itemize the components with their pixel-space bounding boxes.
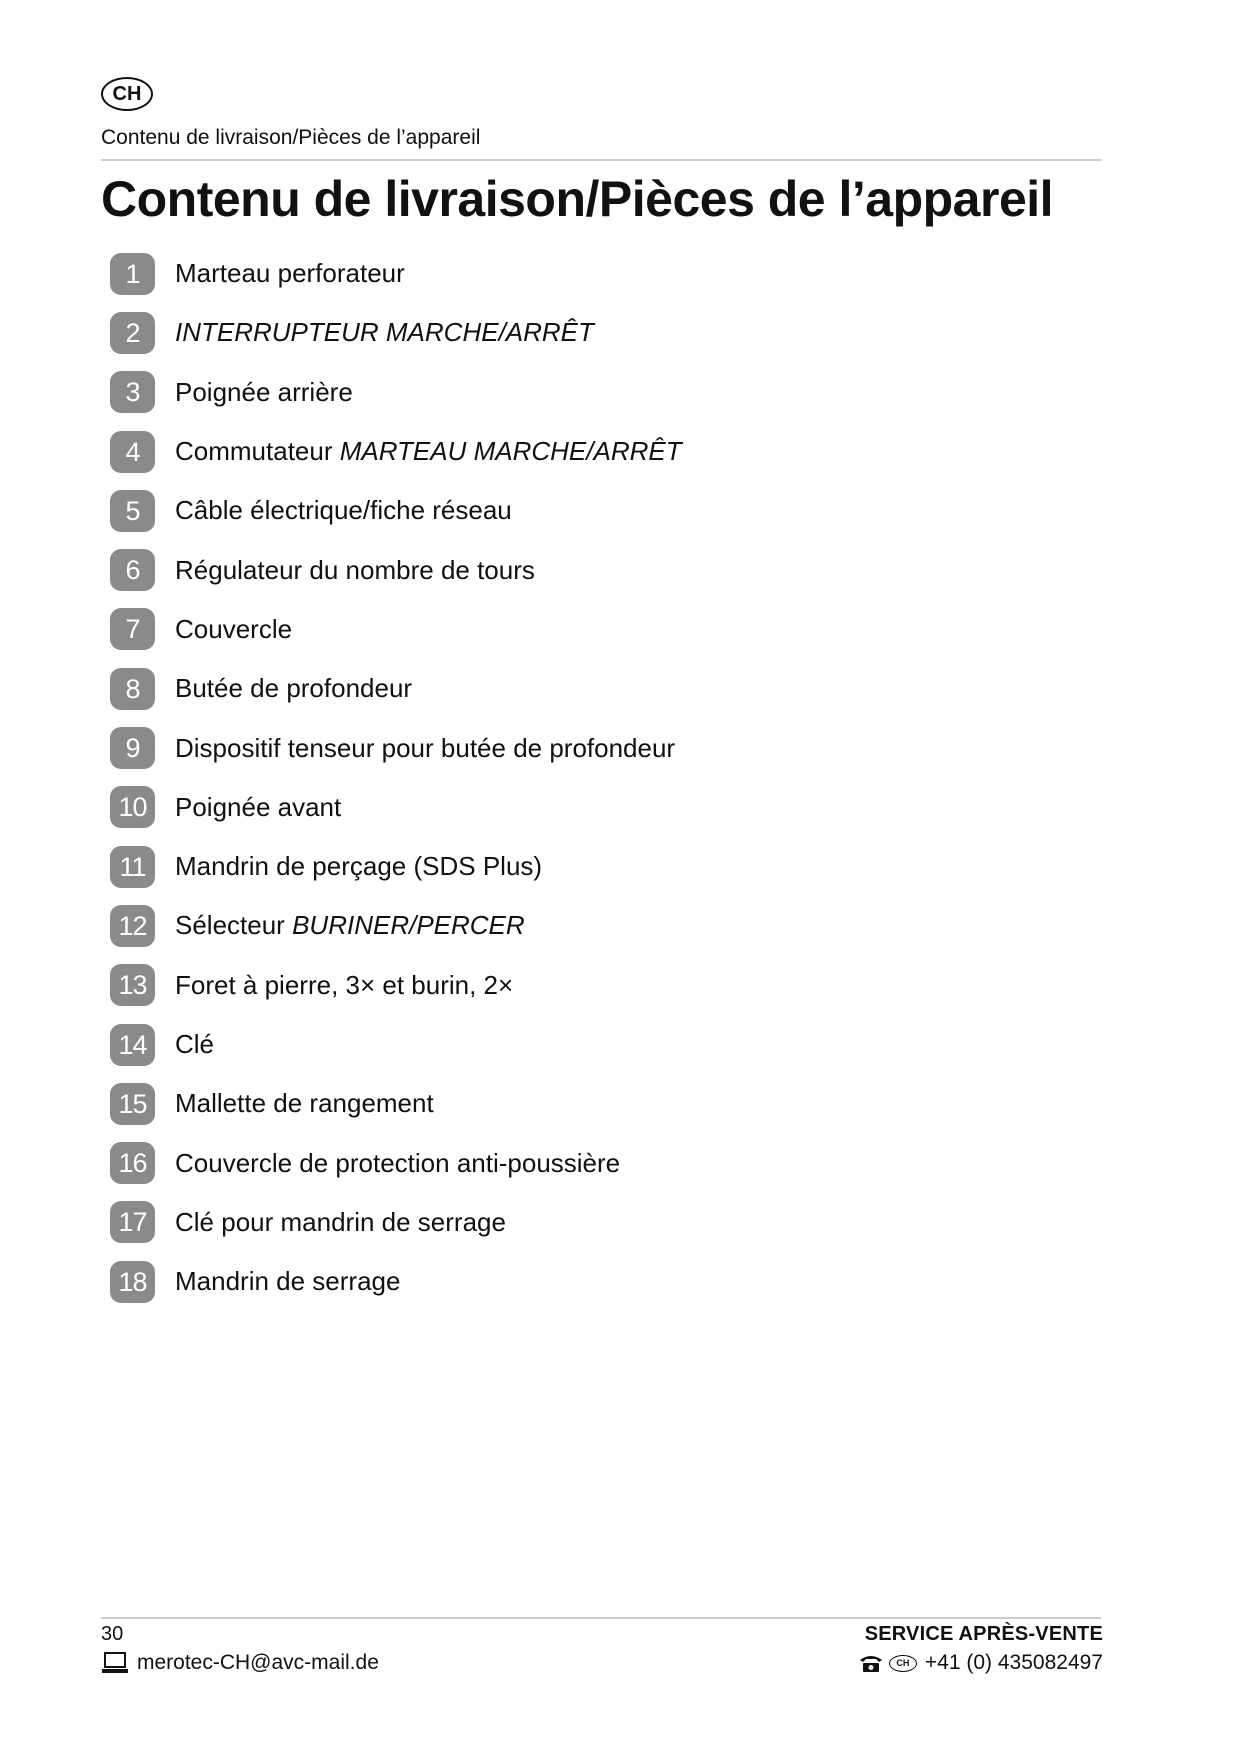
page-number: 30	[101, 1623, 124, 1645]
page-title: Contenu de livraison/Pièces de l’appareil	[101, 171, 1054, 227]
list-item	[110, 1193, 682, 1252]
part-label	[175, 673, 412, 704]
part-number-badge: 13	[110, 964, 155, 1006]
part-number-badge: 3	[110, 371, 155, 413]
part-label	[175, 733, 675, 764]
part-label	[175, 1088, 434, 1119]
part-label-text: Dispositif tenseur pour butée de profondeur	[175, 732, 676, 763]
part-number-badge: 14	[110, 1024, 155, 1066]
part-label-text: Poignée arrière	[175, 376, 353, 407]
part-number-badge: 9	[110, 727, 155, 769]
part-label-text: Poignée avant	[175, 791, 342, 822]
part-label	[175, 910, 525, 941]
part-number-badge: 6	[110, 549, 155, 591]
part-number-badge: 5	[110, 490, 155, 532]
part-label	[175, 1207, 506, 1238]
part-label	[175, 258, 405, 289]
part-label	[175, 377, 353, 408]
part-label-text: Butée de profondeur	[175, 673, 413, 704]
part-label	[175, 555, 535, 586]
list-item	[110, 481, 682, 540]
part-label	[175, 970, 513, 1001]
part-label-text: Câble électrique/fiche réseau	[175, 495, 512, 526]
part-label	[175, 614, 292, 645]
part-label-text: Mallette de rangement	[175, 1088, 434, 1119]
part-number-badge: 2	[110, 312, 155, 354]
list-item	[110, 422, 682, 481]
list-item	[110, 1133, 682, 1192]
phone-number[interactable]: +41 (0) 435082497	[924, 1651, 1103, 1674]
laptop-icon	[101, 1651, 129, 1675]
part-number-badge: 8	[110, 668, 155, 710]
part-label	[175, 1148, 620, 1179]
part-label-text: Régulateur du nombre de tours	[175, 554, 535, 585]
part-number-badge: 15	[110, 1083, 155, 1125]
footer-divider	[101, 1617, 1101, 1619]
part-number-badge: 12	[110, 905, 155, 947]
list-item	[110, 1074, 682, 1133]
part-label-italic: INTERRUPTEUR MARCHE/ARRÊT	[175, 317, 594, 348]
part-label	[175, 436, 682, 467]
part-label	[175, 317, 594, 348]
part-label-text: Marteau perforateur	[175, 258, 405, 289]
list-item	[110, 1015, 682, 1074]
header-divider	[101, 159, 1101, 161]
email-address[interactable]: merotec-CH@avc-mail.de	[137, 1651, 379, 1674]
footer-email	[101, 1651, 379, 1675]
list-item	[110, 778, 682, 837]
list-item	[110, 659, 682, 718]
service-label: SERVICE APRÈS-VENTE	[864, 1623, 1103, 1645]
part-number-badge: 10	[110, 786, 155, 828]
list-item	[110, 956, 682, 1015]
list-item	[110, 600, 682, 659]
phone-icon	[858, 1653, 884, 1673]
part-label	[175, 495, 512, 526]
country-badge: CH	[101, 77, 153, 111]
part-label-text: Clé	[175, 1029, 215, 1059]
part-number-badge: 1	[110, 253, 155, 295]
list-item	[110, 244, 682, 303]
part-label-text: Clé pour mandrin de serrage	[175, 1206, 506, 1237]
part-label-text: Couvercle de protection anti-poussière	[175, 1147, 621, 1178]
part-label-italic: BURINER/PERCER	[292, 910, 525, 941]
list-item	[110, 837, 682, 896]
parts-list	[110, 244, 682, 1311]
part-label-text: Foret à pierre, 3× et burin, 2×	[175, 969, 514, 1000]
part-label-text: Couvercle	[175, 613, 293, 644]
part-label-italic: MARTEAU MARCHE/ARRÊT	[339, 436, 682, 467]
list-item	[110, 1252, 682, 1311]
part-label	[175, 1266, 400, 1297]
part-label	[175, 1029, 214, 1060]
part-number-badge: 11	[110, 846, 155, 888]
list-item	[110, 718, 682, 777]
part-number-badge: 4	[110, 431, 155, 473]
part-number-badge: 18	[110, 1261, 155, 1303]
part-label-text: Sélecteur	[175, 910, 293, 941]
part-label-text: Commutateur	[175, 436, 340, 467]
phone-country-badge: CH	[889, 1655, 917, 1672]
part-number-badge: 17	[110, 1201, 155, 1243]
running-head: Contenu de livraison/Pièces de l’appareil	[101, 126, 481, 149]
part-label-text: Mandrin de serrage	[175, 1266, 401, 1297]
list-item	[110, 540, 682, 599]
list-item	[110, 896, 682, 955]
part-label	[175, 792, 341, 823]
footer-phone	[858, 1651, 1103, 1675]
part-label	[175, 851, 542, 882]
part-number-badge: 16	[110, 1142, 155, 1184]
part-number-badge: 7	[110, 608, 155, 650]
part-label-text: Mandrin de perçage (SDS Plus)	[175, 851, 543, 882]
list-item	[110, 303, 682, 362]
list-item	[110, 363, 682, 422]
